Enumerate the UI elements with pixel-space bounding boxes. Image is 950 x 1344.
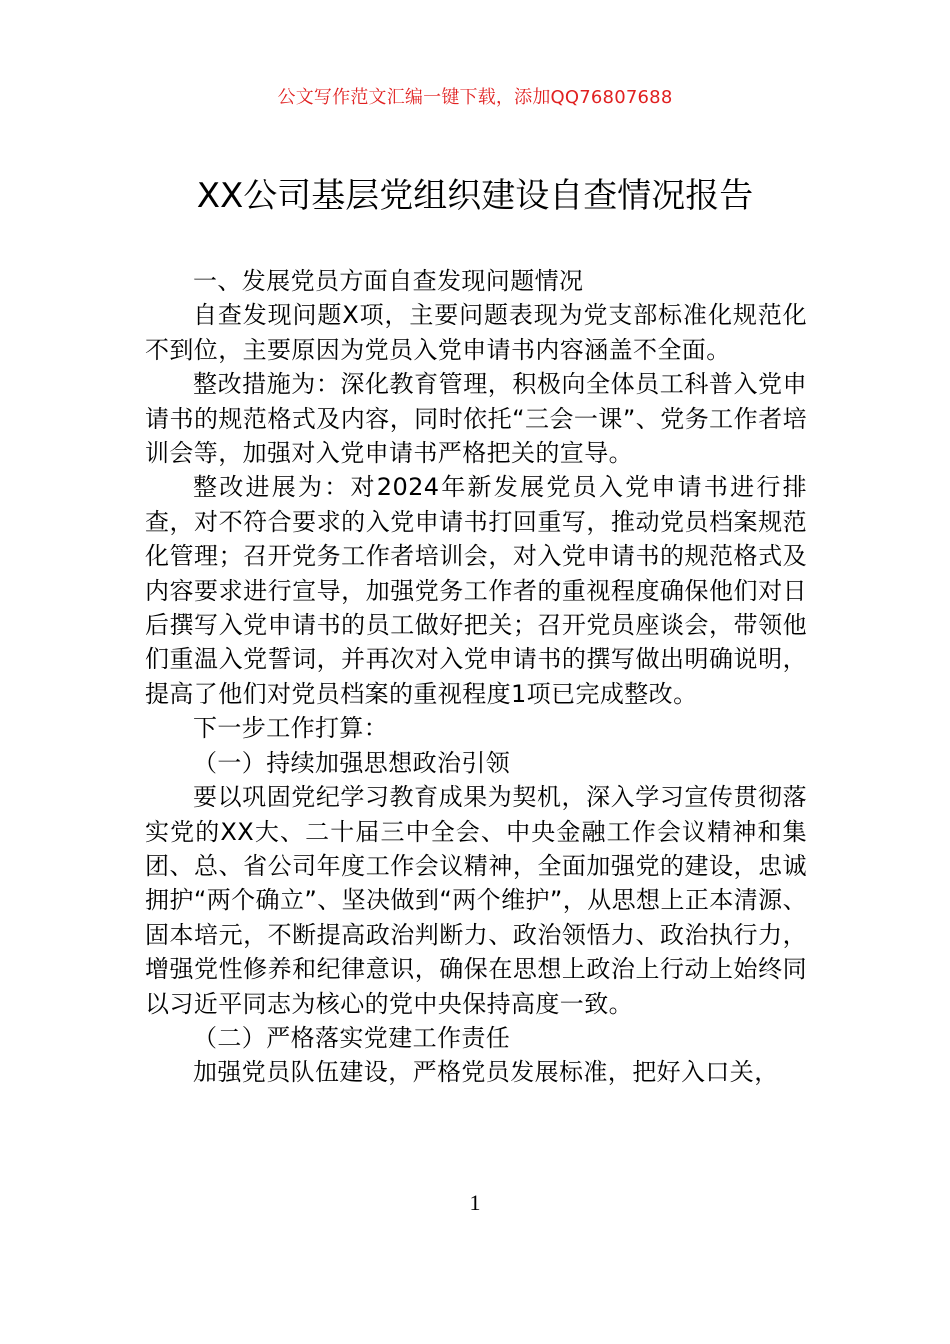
paragraph: 要以巩固党纪学习教育成果为契机，深入学习宣传贯彻落实党的XX大、二十届三中全会、中央金融工作会议精神和集团、总、省公司年度工作会议精神，全面加强党的建设，忠诚拥护“两个确立”、坚决做到“两个维护”，从思想上正本清源、固本培元，不断提高政治判断力、政治领悟力、政治执行力，增强党性修养和纪律意识，确保在思想上政治上行动上始终同以习近平同志为核心的党中央保持高度一致。 [145,783,807,1018]
section-heading: 一、发展党员方面自查发现问题情况 [193,267,584,295]
document-body [145,264,807,1090]
subsection-heading: （一）持续加强思想政治引领 [193,748,511,777]
paragraph: 下一步工作打算： [193,714,389,743]
paragraph: 整改措施为：深化教育管理，积极向全体员工科普入党申请书的规范格式及内容，同时依托“三会一课”、党务工作者培训会等，加强对入党申请书严格把关的宣导。 [145,370,807,468]
paragraph: 自查发现问题X项，主要问题表现为党支部标准化规范化不到位，主要原因为党员入党申请书内容涵盖不全面。 [145,301,807,364]
paragraph: 加强党员队伍建设，严格党员发展标准，把好入口关， [193,1058,779,1087]
promo-header: 公文写作范文汇编一键下载，添加QQ76807688 [277,87,673,108]
document-title: XX公司基层党组织建设自查情况报告 [196,176,754,216]
page-number: 1 [469,1190,481,1215]
subsection-heading: （二）严格落实党建工作责任 [193,1023,511,1052]
paragraph: 整改进展为：对2024年新发展党员入党申请书进行排查，对不符合要求的入党申请书打回重写，推动党员档案规范化管理；召开党务工作者培训会，对入党申请书的规范格式及内容要求进行宣导，加强党务工作者的重视程度确保他们对日后撰写入党申请书的员工做好把关；召开党员座谈会，带领他们重温入党誓词，并再次对入党申请书的撰写做出明确说明，提高了他们对党员档案的重视程度1项已完成整改。 [145,473,807,708]
